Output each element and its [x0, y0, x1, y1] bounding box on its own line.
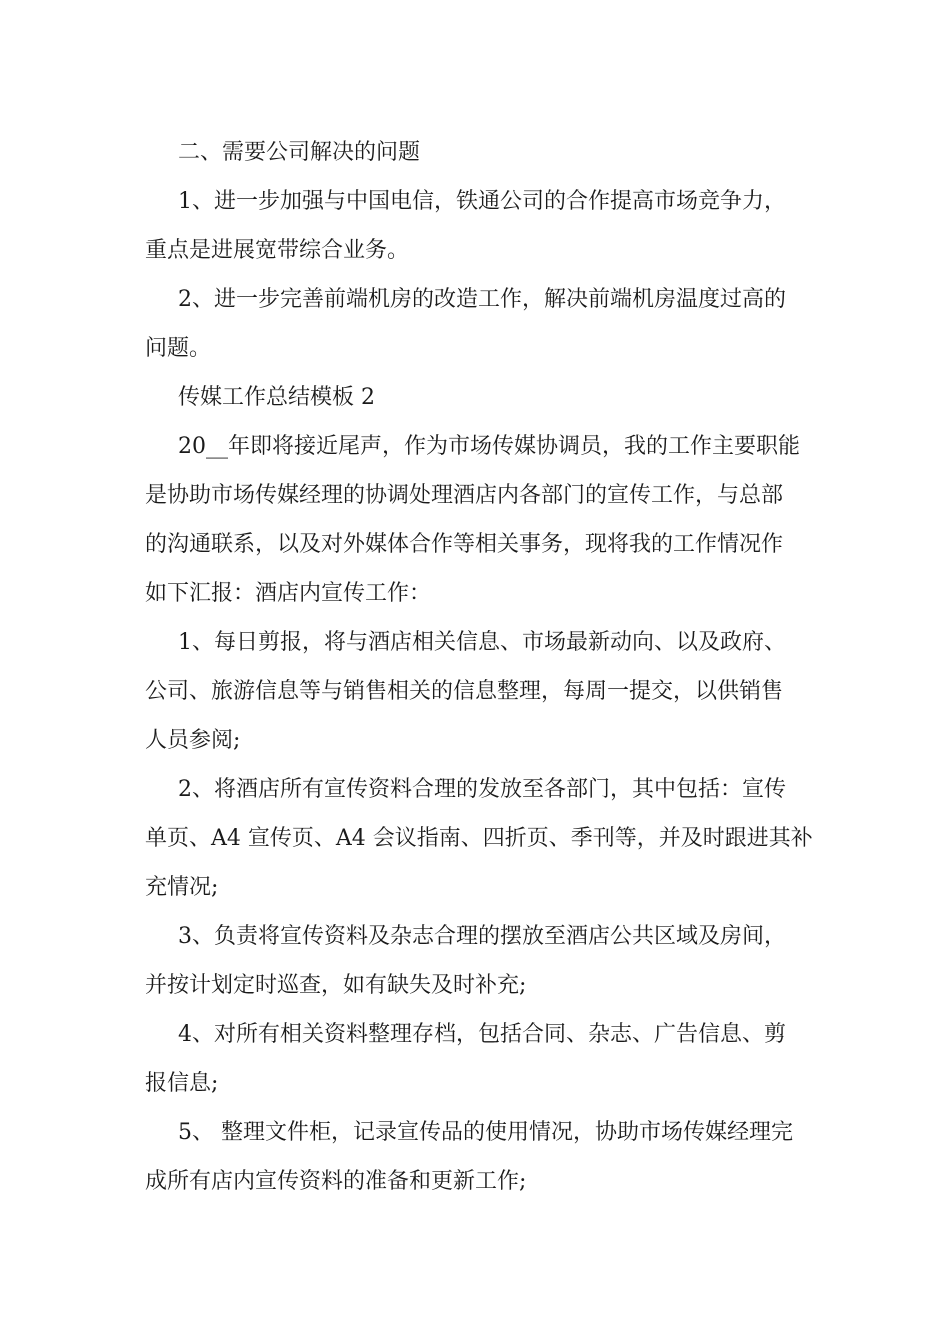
paragraph-line: 1、每日剪报，将与酒店相关信息、市场最新动向、以及政府、 — [178, 630, 786, 655]
paragraph-line: 单页、A4 宣传页、A4 会议指南、四折页、季刊等，并及时跟进其补 — [145, 826, 813, 851]
paragraph-line: 重点是进展宽带综合业务。 — [145, 238, 410, 263]
paragraph-line: 2、将酒店所有宣传资料合理的发放至各部门，其中包括：宣传 — [178, 777, 786, 802]
paragraph-line: 充情况; — [145, 875, 219, 900]
section-title: 传媒工作总结模板 2 — [178, 385, 375, 410]
paragraph-line: 公司、旅游信息等与销售相关的信息整理，每周一提交，以供销售 — [145, 679, 784, 704]
paragraph-line: 人员参阅; — [145, 728, 241, 753]
paragraph-line: 5、 整理文件柜，记录宣传品的使用情况，协助市场传媒经理完 — [178, 1120, 793, 1145]
paragraph-line: 成所有店内宣传资料的准备和更新工作; — [145, 1169, 527, 1194]
paragraph-line: 如下汇报：酒店内宣传工作： — [145, 581, 432, 606]
document-page — [145, 128, 813, 1206]
paragraph-line: 4、对所有相关资料整理存档，包括合同、杂志、广告信息、剪 — [178, 1022, 786, 1047]
paragraph-line: 并按计划定时巡查，如有缺失及时补充; — [145, 973, 527, 998]
paragraph-line: 是协助市场传媒经理的协调处理酒店内各部门的宣传工作，与总部 — [145, 483, 784, 508]
paragraph-line: 的沟通联系，以及对外媒体合作等相关事务，现将我的工作情况作 — [145, 532, 784, 557]
paragraph-line: 1、进一步加强与中国电信，铁通公司的合作提高市场竞争力， — [178, 189, 786, 214]
paragraph-line: 问题。 — [145, 336, 212, 361]
paragraph-line: 报信息; — [145, 1071, 219, 1096]
paragraph-line: 20__年即将接近尾声，作为市场传媒协调员，我的工作主要职能 — [178, 434, 800, 459]
paragraph-line: 3、负责将宣传资料及杂志合理的摆放至酒店公共区域及房间， — [178, 924, 786, 949]
section-heading: 二、需要公司解决的问题 — [178, 140, 421, 165]
paragraph-line: 2、进一步完善前端机房的改造工作，解决前端机房温度过高的 — [178, 287, 786, 312]
